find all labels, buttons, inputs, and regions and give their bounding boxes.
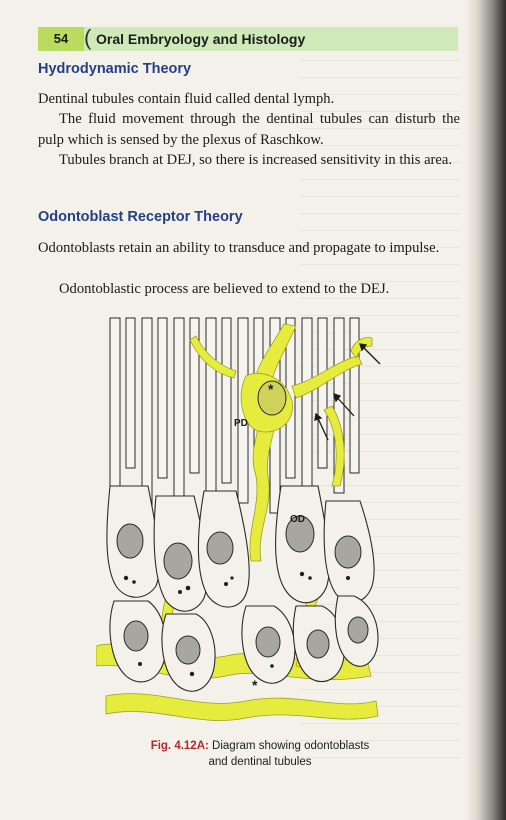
running-header xyxy=(38,27,458,51)
page-edge-shadow xyxy=(466,0,506,820)
section-heading-hydrodynamic: Hydrodynamic Theory xyxy=(38,61,192,77)
pd-label: PD xyxy=(234,418,248,429)
header-bracket: ( xyxy=(84,25,92,50)
odontoblast-diagram xyxy=(96,316,396,736)
caption-text: and dentinal tubules xyxy=(208,756,312,768)
paragraph: Tubules branch at DEJ, so there is increased sensitivity in this area. xyxy=(59,152,453,168)
caption-text: Diagram showing odontoblasts xyxy=(212,740,370,752)
od-label: OD xyxy=(290,514,305,525)
asterisk-label: * xyxy=(252,677,258,693)
caption-label: Fig. 4.12A: xyxy=(150,740,209,752)
section-heading-odontoblast-receptor: Odontoblast Receptor Theory xyxy=(38,209,243,225)
paragraph: The fluid movement through the dentinal tubules can disturb the pulp which is sensed by the plexus of Raschkow. xyxy=(38,111,460,148)
figure-caption xyxy=(100,738,420,770)
paragraph: Odontoblastic process are believed to extend to the DEJ. xyxy=(59,281,390,297)
page-number: 54 xyxy=(38,27,84,51)
asterisk-label: * xyxy=(268,381,274,397)
book-title: Oral Embryology and Histology xyxy=(96,31,306,47)
paragraph: Dentinal tubules contain fluid called dental lymph. xyxy=(38,91,335,107)
paragraph: Odontoblasts retain an ability to transduce and propagate to impulse. xyxy=(38,240,440,256)
